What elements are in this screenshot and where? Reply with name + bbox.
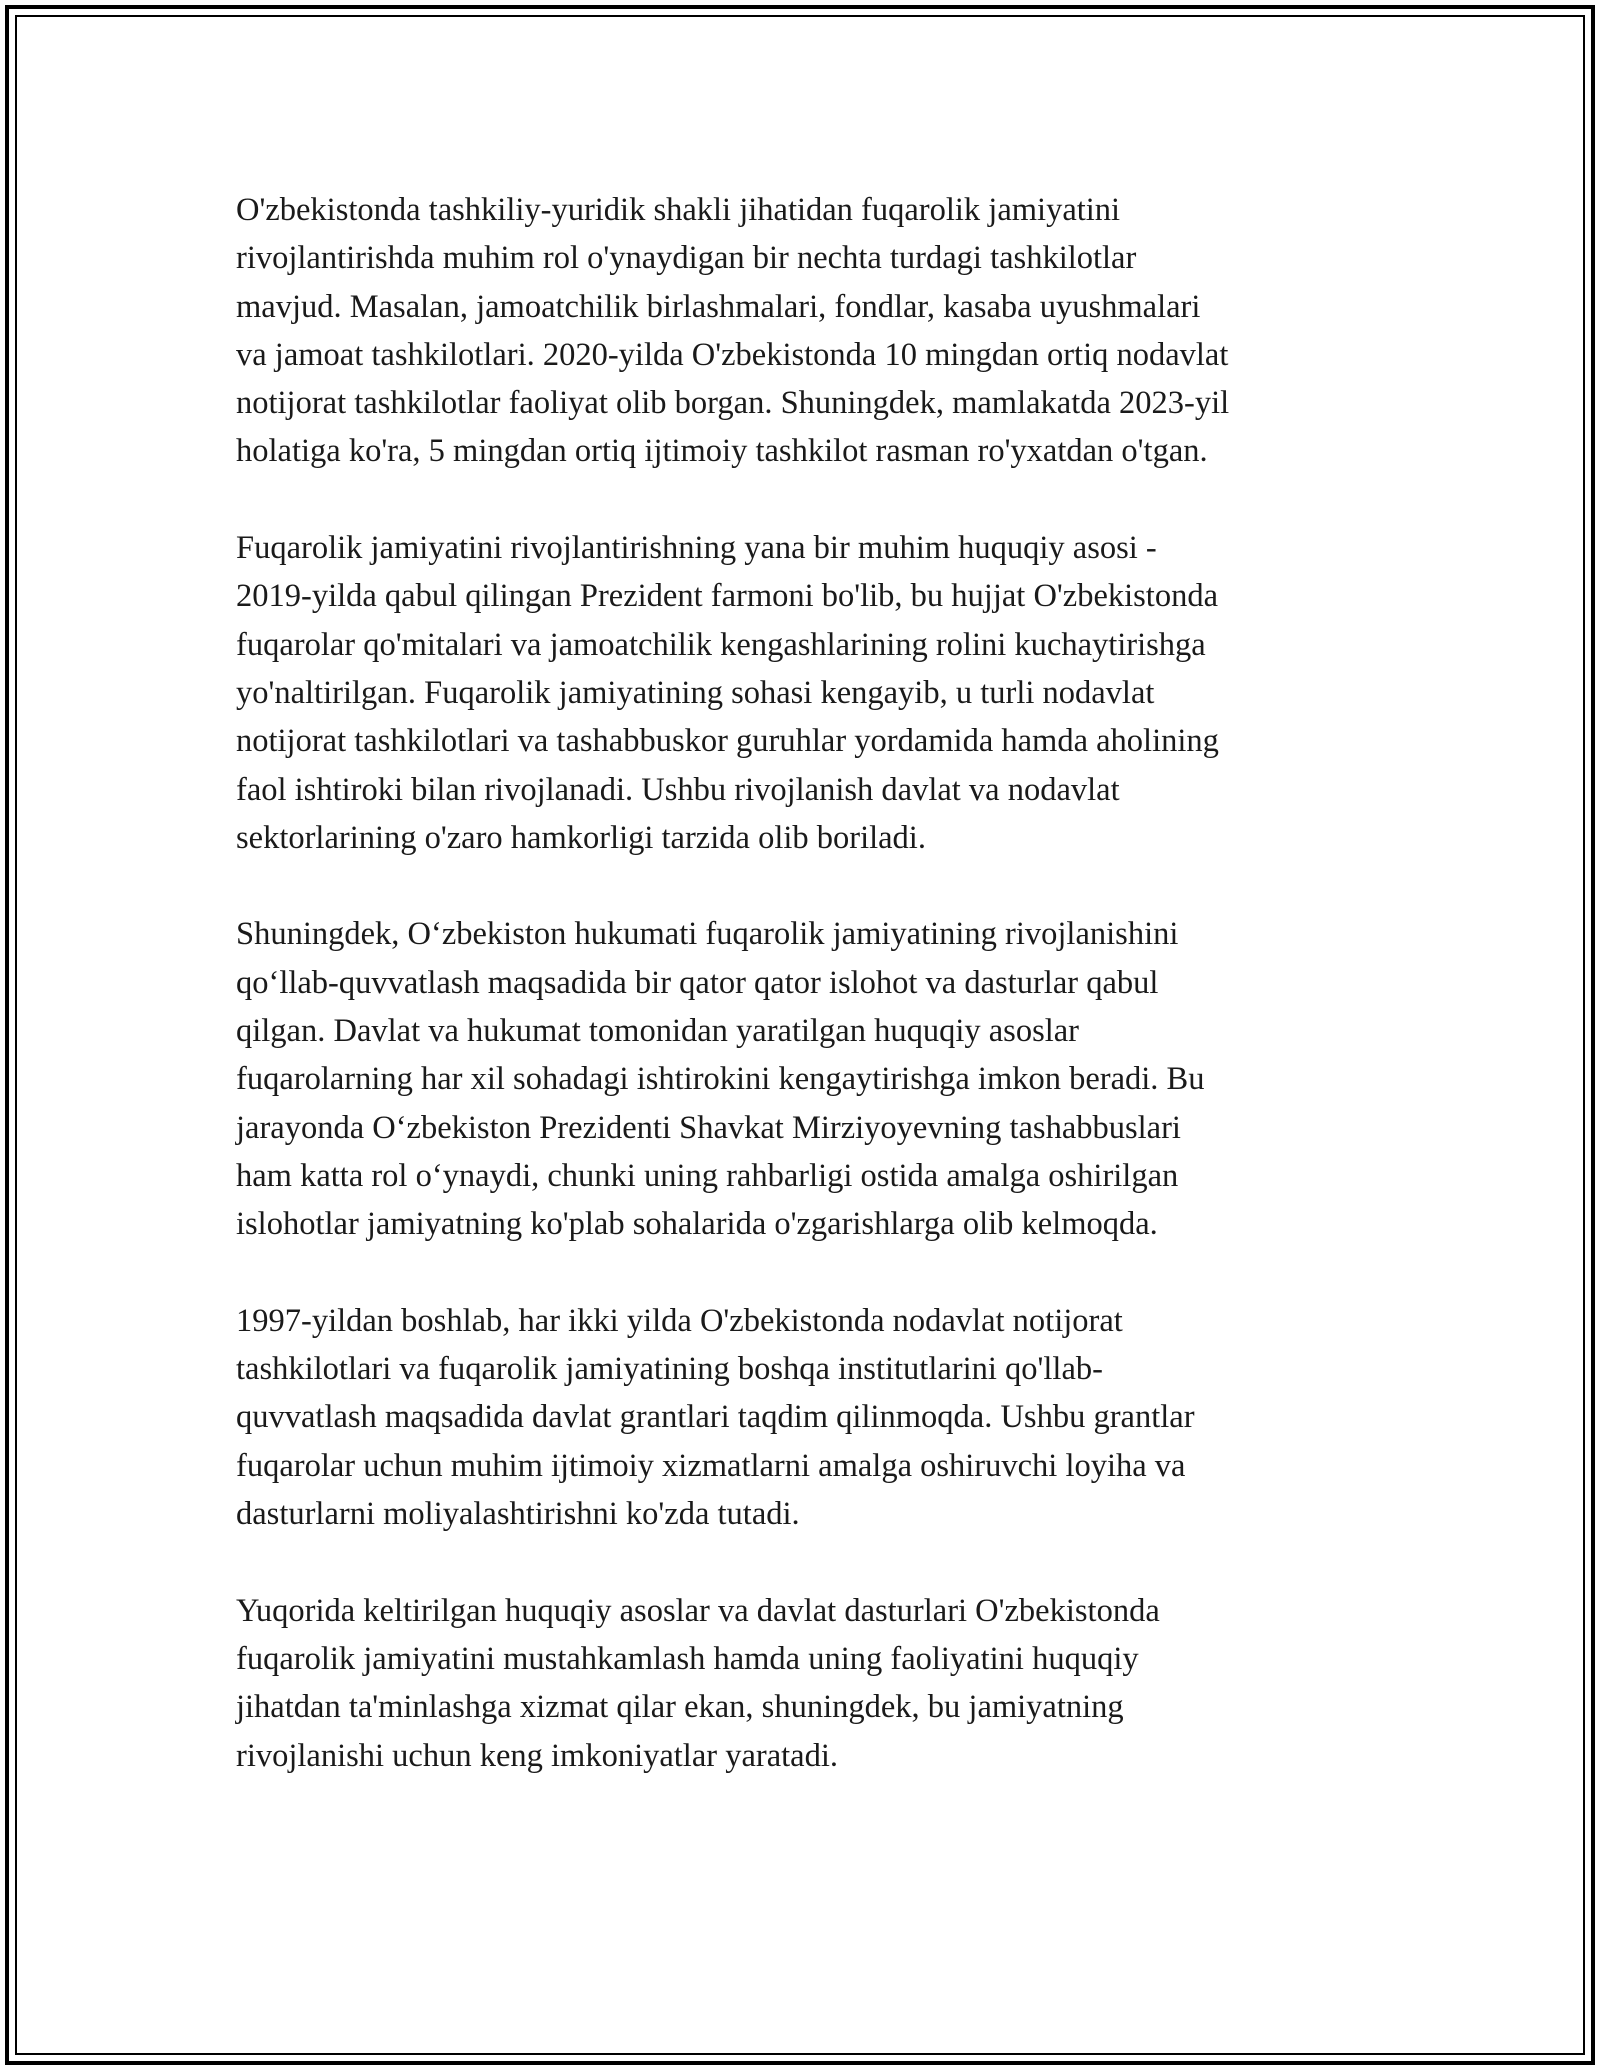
text-line: faol ishtiroki bilan rivojlanadi. Ushbu rivojlanish davlat va nodavlat [236,771,1120,808]
text-line: 1997-yildan boshlab, har ikki yilda O'zbekistonda nodavlat notijorat [236,1302,1123,1339]
text-line: sektorlarining o'zaro hamkorligi tarzida olib boriladi. [236,819,926,856]
paragraph-4 [236,1297,1376,1538]
text-line: qoʻllab-quvvatlash maqsadida bir qator qator islohot va dasturlar qabul [236,964,1159,1001]
paragraph-3 [236,910,1376,1248]
text-line: rivojlantirishda muhim rol o'ynaydigan bir nechta turdagi tashkilotlar [236,240,1137,277]
text-line: fuqarolar uchun muhim ijtimoiy xizmatlarni amalga oshiruvchi loyiha va [236,1447,1186,1484]
text-line: va jamoat tashkilotlari. 2020-yilda O'zbekistonda 10 mingdan ortiq nodavlat [236,336,1229,373]
text-line: quvvatlash maqsadida davlat grantlari taqdim qilinmoqda. Ushbu grantlar [236,1399,1195,1436]
text-line: Fuqarolik jamiyatini rivojlantirishning yana bir muhim huquqiy asosi - [236,530,1157,567]
text-line: dasturlarni moliyalashtirishni ko'zda tutadi. [236,1496,800,1533]
text-line: Yuqorida keltirilgan huquqiy asoslar va davlat dasturlari O'zbekistonda [236,1592,1160,1629]
text-line: fuqarolarning har xil sohadagi ishtirokini kengaytirishga imkon beradi. Bu [236,1061,1205,1098]
text-line: ham katta rol oʻynaydi, chunki uning rahbarligi ostida amalga oshirilgan [236,1157,1179,1194]
text-line: mavjud. Masalan, jamoatchilik birlashmalari, fondlar, kasaba uyushmalari [236,288,1201,325]
text-line: 2019-yilda qabul qilingan Prezident farmoni bo'lib, bu hujjat O'zbekistonda [236,578,1218,615]
paragraph-2 [236,524,1376,862]
text-line: jarayonda Oʻzbekiston Prezidenti Shavkat Mirziyoyevning tashabbuslari [236,1109,1181,1146]
text-line: Shuningdek, Oʻzbekiston hukumati fuqarolik jamiyatining rivojlanishini [236,916,1179,953]
text-line: jihatdan ta'minlashga xizmat qilar ekan, shuningdek, bu jamiyatning [236,1689,1124,1726]
text-line: rivojlanishi uchun keng imkoniyatlar yaratadi. [236,1737,838,1774]
text-line: O'zbekistonda tashkiliy-yuridik shakli jihatidan fuqarolik jamiyatini [236,192,1121,228]
document-body [236,186,1376,1828]
text-line: islohotlar jamiyatning ko'plab sohalarida o'zgarishlarga olib kelmoqda. [236,1206,1158,1243]
paragraph-5 [236,1587,1376,1780]
paragraph-1 [236,186,1376,476]
text-line: qilgan. Davlat va hukumat tomonidan yaratilgan huquqiy asoslar [236,1013,1080,1050]
text-line: holatiga ko'ra, 5 mingdan ortiq ijtimoiy tashkilot rasman ro'yxatdan o'tgan. [236,433,1208,470]
text-line: notijorat tashkilotlari va tashabbuskor guruhlar yordamida hamda aholining [236,723,1219,760]
text-line: tashkilotlari va fuqarolik jamiyatining boshqa institutlarini qo'llab- [236,1351,1103,1388]
text-line: notijorat tashkilotlar faoliyat olib borgan. Shuningdek, mamlakatda 2023-yil [236,385,1230,422]
text-line: yo'naltirilgan. Fuqarolik jamiyatining sohasi kengayib, u turli nodavlat [236,674,1155,711]
text-line: fuqarolik jamiyatini mustahkamlash hamda uning faoliyatini huquqiy [236,1640,1139,1677]
text-line: fuqarolar qo'mitalari va jamoatchilik kengashlarining rolini kuchaytirishga [236,626,1206,663]
